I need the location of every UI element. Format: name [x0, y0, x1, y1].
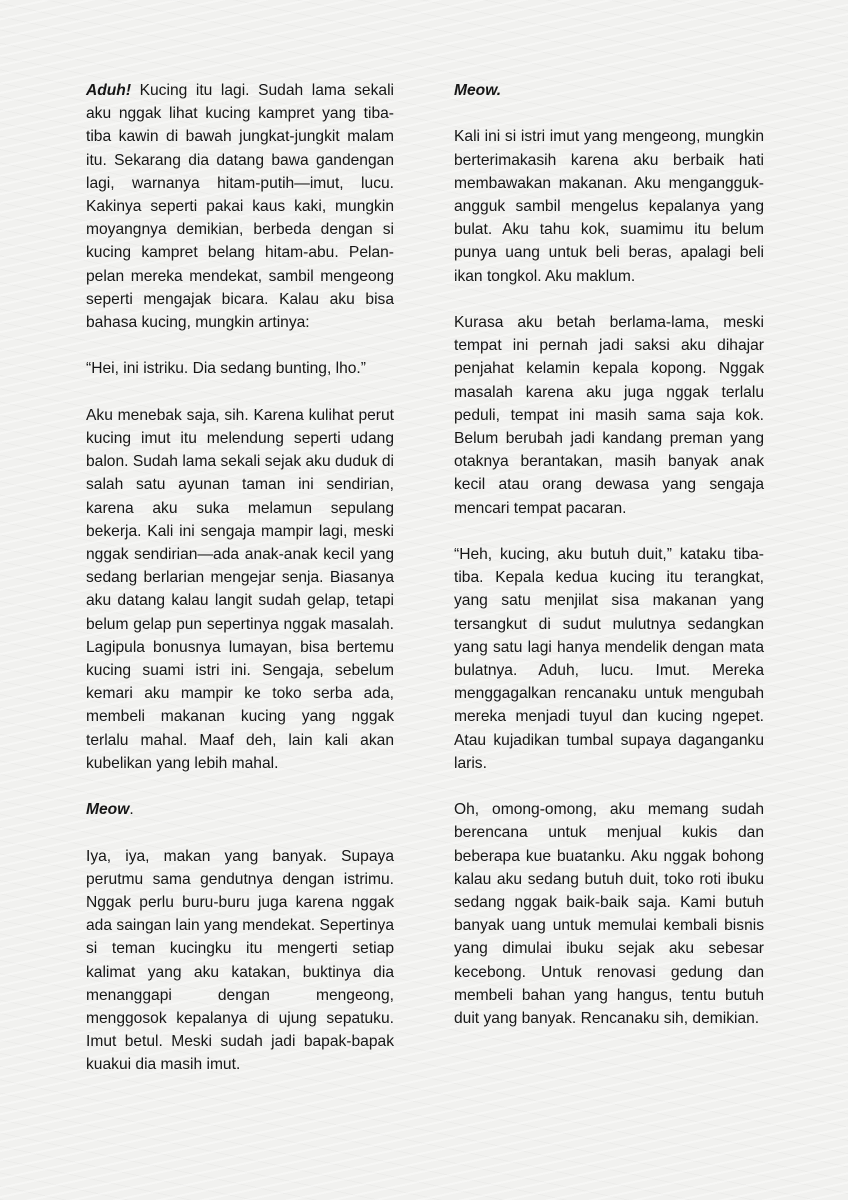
- paragraph-guess: Aku menebak saja, sih. Karena kulihat perut kucing imut itu melendung seperti udang balon. Sudah lama sekali sejak aku duduk di salah satu ayunan taman ini sendirian, karena aku suka melamun sepulang bekerja. Kali ini sengaja mampir lagi, meski nggak sendirian—ada anak-anak kecil yang sedang berlarian mengejar senja. Biasanya aku datang kalau langit sudah gelap, tetapi belum gelap pun sepertinya nggak masalah. Lagipula bonusnya lumayan, bisa bertemu kucing suami istri ini. Sengaja, sebelum kemari aku mampir ke toko serba ada, membeli makanan kucing yang nggak terlalu mahal. Maaf deh, lain kali akan kubelikan yang lebih mahal.: [86, 406, 394, 772]
- paragraph-intro-lead: Aduh!: [86, 82, 132, 99]
- paragraph-plan: Oh, omong-omong, aku memang sudah berencana untuk menjual kukis dan beberapa kue buatanku. Aku nggak bohong kalau aku sedang butuh duit, toko roti ibuku sedang nggak baik-baik saja. Kami butuh banyak uang untuk memulai kembali bisnis yang dimulai ibuku sejak aku sebesar kecebong. Untuk renovasi gedung dan membeli bahan yang hangus, tentu butuh duit yang banyak. Rencanaku sih, demikian.: [454, 801, 764, 1028]
- meow-line-left: [86, 798, 394, 821]
- paragraph-intro-body: Kucing itu lagi. Sudah lama sekali aku nggak lihat kucing kampret yang tiba-tiba kawin di bawah jungkat-jungkit malam itu. Sekarang dia datang bawa gandengan lagi, warnanya hitam-putih—imut, lucu. Kakinya seperti pakai kaus kaki, mungkin moyangnya demikian, berbeda dengan si kucing kampret belang hitam-abu. Pelan-pelan mereka mendekat, sambil mengeong seperti mengajak bicara. Kalau aku bisa bahasa kucing, mungkin artinya:: [86, 82, 394, 332]
- left-column: [86, 79, 394, 1100]
- right-column: [454, 79, 764, 1053]
- meow-word: Meow: [86, 801, 130, 819]
- paragraph-money: “Heh, kucing, aku butuh duit,” kataku tiba-tiba. Kepala kedua kucing itu terangkat, yang satu menjilat sisa makanan yang tersangkut di sudut mulutnya sedangkan yang satu lagi hanya mendelik dengan mata bulatnya. Aduh, lucu. Imut. Mereka menggagalkan rencanaku untuk mengubah mereka menjadi tuyul dan kucing ngepet. Atau kujadikan tumbal supaya daganganku laris.: [454, 546, 764, 772]
- paragraph-eat: Iya, iya, makan yang banyak. Supaya perutmu sama gendutnya dengan istrimu. Nggak perlu buru-buru juga karena nggak ada saingan lain yang mendekat. Sepertinya si teman kucingku itu mengerti setiap kalimat yang aku katakan, buktinya dia menanggapi dengan mengeong, menggosok kepalanya di ujung sepatuku. Imut betul. Meski sudah jadi bapak-bapak kuakui dia masih imut.: [86, 847, 394, 1074]
- paragraph-park: Kurasa aku betah berlama-lama, meski tempat ini pernah jadi saksi aku dihajar penjahat kelamin kepala kopong. Nggak masalah karena aku juga nggak terlalu peduli, tempat ini masih sama saja kok. Belum berubah jadi kandang preman yang otaknya berantakan, masih banyak anak kecil atau orang dewasa yang sengaja mencari tempat pacaran.: [454, 314, 764, 517]
- paragraph-wife: Kali ini si istri imut yang mengeong, mungkin berterimakasih karena aku berbaik hati membawakan makanan. Aku mengangguk-angguk sambil mengelus kepalanya yang bulat. Aku tahu kok, suamimu itu belum punya uang untuk beli beras, apalagi beli ikan tongkol. Aku maklum.: [454, 128, 764, 285]
- meow-dot: .: [129, 801, 134, 819]
- paragraph-quote: “Hei, ini istriku. Dia sedang bunting, lho.”: [86, 360, 366, 378]
- paragraph-intro: [86, 79, 394, 334]
- meow-line-right: Meow.: [454, 82, 502, 99]
